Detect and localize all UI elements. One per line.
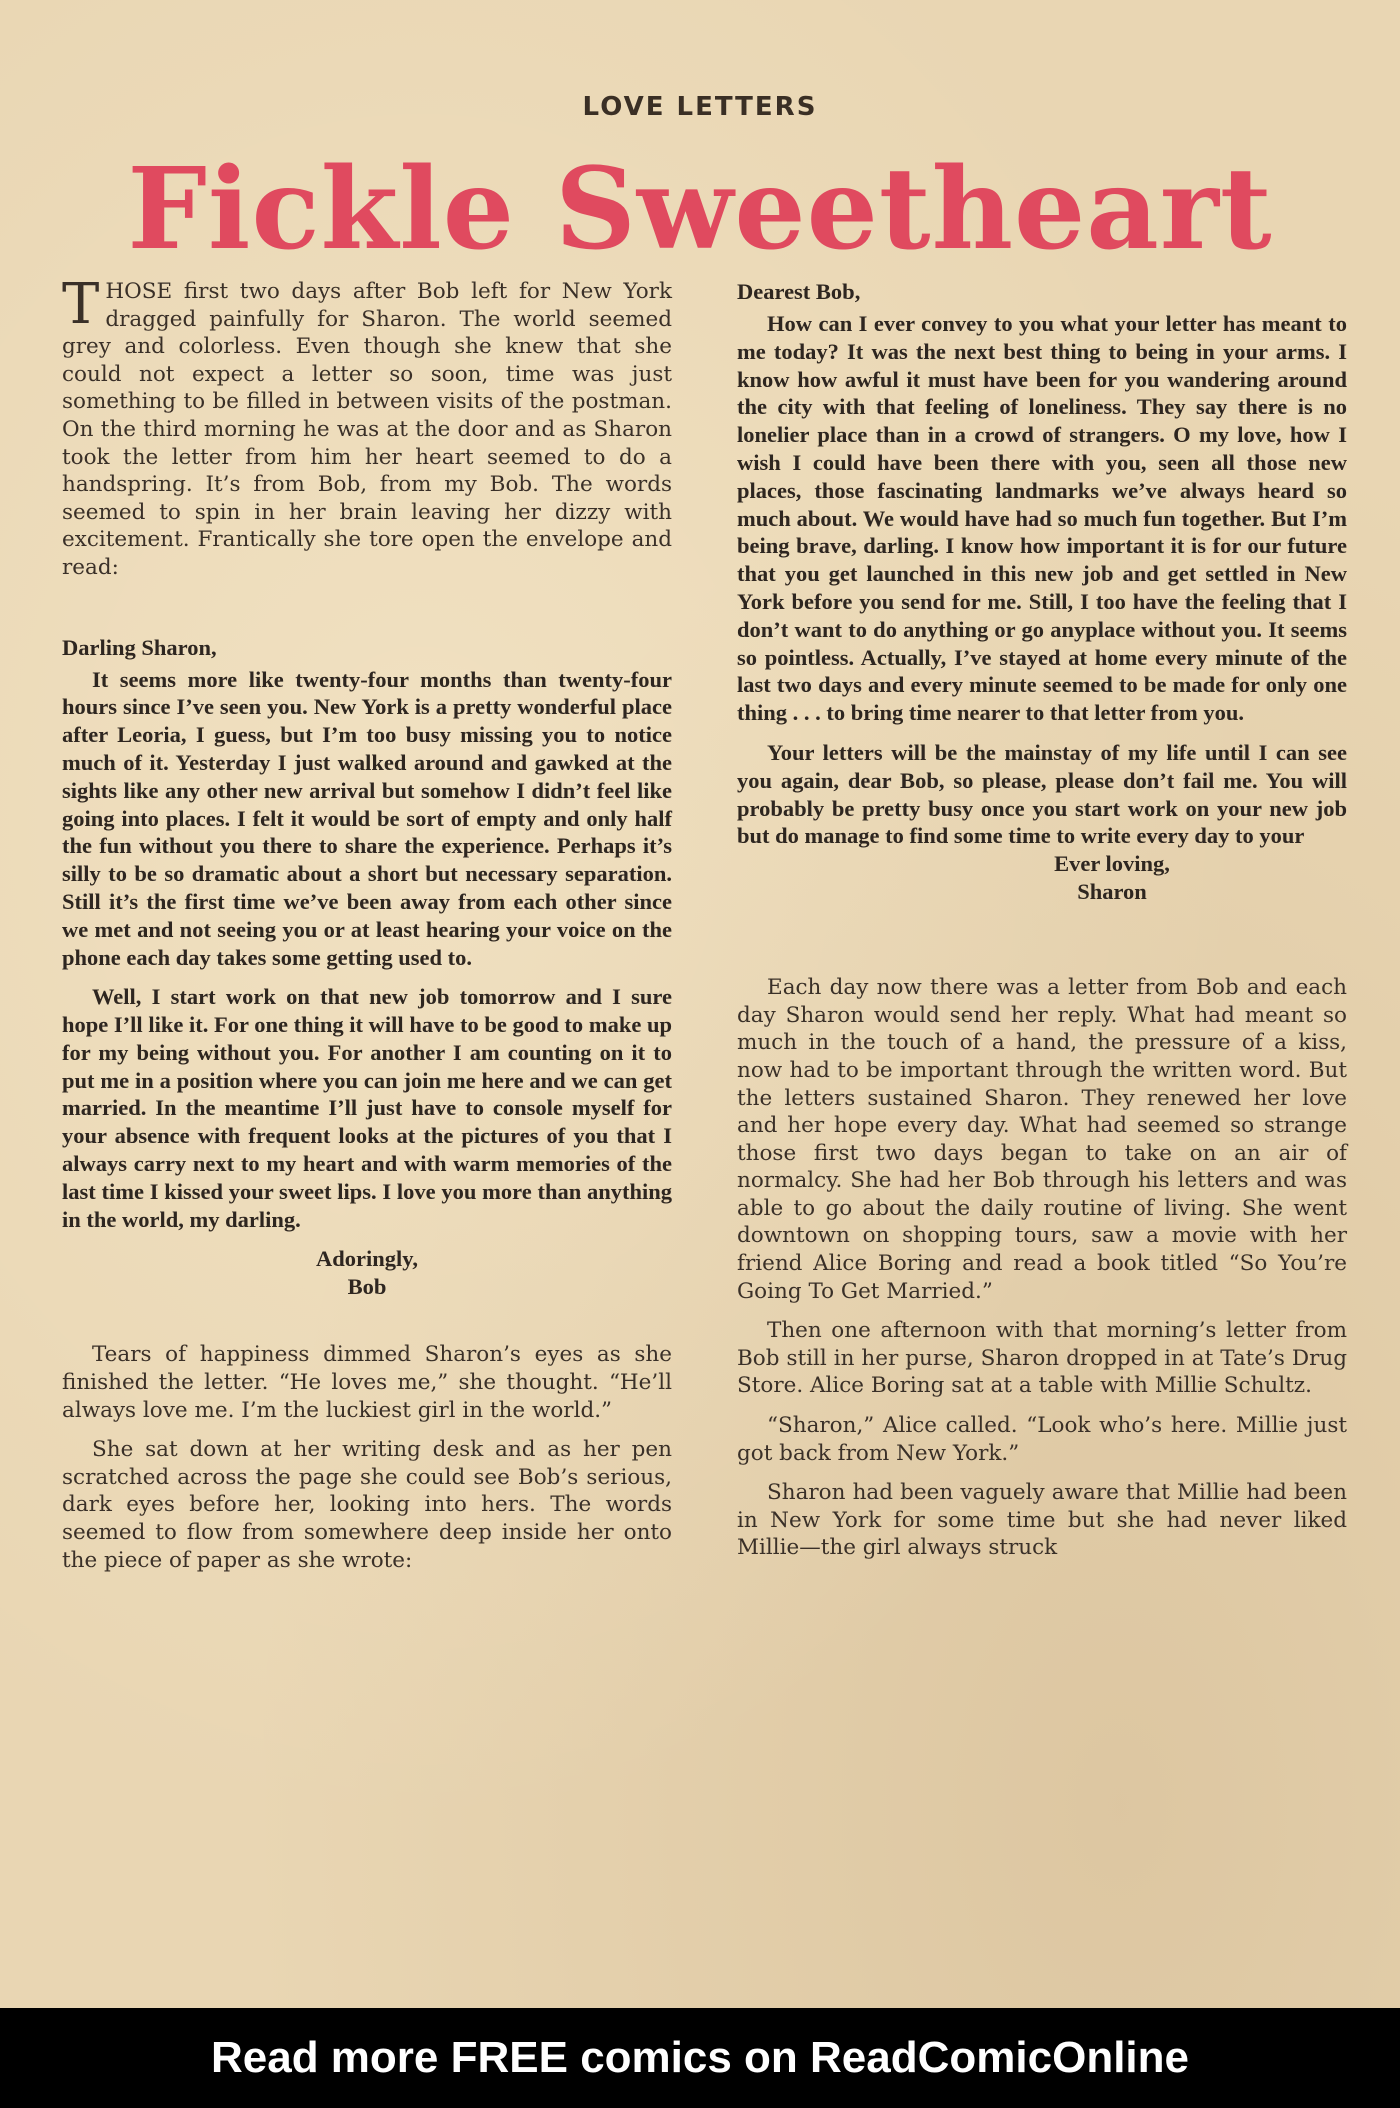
letter-salutation-sharon: Dearest Bob, xyxy=(737,279,861,304)
promo-banner: Read more FREE comics on ReadComicOnline xyxy=(0,2008,1400,2108)
letter-salutation-bob: Darling Sharon, xyxy=(62,634,217,660)
sharon-letter-signature: Sharon xyxy=(1077,879,1147,905)
right-column xyxy=(737,278,1347,1574)
narration-paragraph-tears: Tears of happiness dimmed Sharon’s eyes as she finished the letter. “He loves me,” she thought. “He’ll always love me. I’m the luckiest girl in the world.” xyxy=(62,1342,672,1423)
drop-cap: T xyxy=(62,272,100,337)
sharon-letter-closing: Ever loving, xyxy=(1054,851,1170,877)
story-title: Fickle Sweetheart xyxy=(127,144,1273,275)
intro-text: HOSE first two days after Bob left for New York dragged painfully for Sharon. The world seemed grey and colorless. Even though she knew that she could not expect a letter so soon, time was just something to be filled in between visits of the postman. On the third morning he was at the door and as Sharon took the letter from him her heart seemed to do a handspring. It’s from Bob, from my Bob. The words seemed to spin in her brain leaving her dizzy with excitement. Frantically she tore open the envelope and read: xyxy=(62,279,672,580)
narration-paragraph-desk: She sat down at her writing desk and as her pen scratched across the page she could see Bob’s serious, dark eyes before her, looking into hers. The words seemed to flow from somewhere deep inside her onto the piece of paper as she wrote: xyxy=(62,1437,672,1573)
bob-letter-paragraph-1: It seems more like twenty-four months than twenty-four hours since I’ve seen you. New York is a pretty wonderful place after Leoria, I guess, but I’m too busy missing you to notice much of it. Yesterday I just walked around and gawked at the sights like any other new arrival but somehow I didn’t feel like going into places. I felt it would be sort of empty and only half the fun without you there to share the experience. Perhaps it’s silly to be so dramatic about a short but necessary separation. Still it’s the first time we’ve been away from each other since we met and not seeing you or at least hearing your voice on the phone each day takes some getting used to. xyxy=(62,666,672,970)
narration-paragraph-afternoon: Then one afternoon with that morning’s letter from Bob still in her purse, Sharon dropped in at Tate’s Drug Store. Alice Boring sat at a table with Millie Schultz. xyxy=(737,1318,1347,1399)
running-head: LOVE LETTERS xyxy=(582,92,818,122)
sharon-letter-paragraph-1: How can I ever convey to you what your letter has meant to me today? It was the next best thing to being in your arms. I know how awful it must have been for you wandering around the city with that feeling of loneliness. They say there is no lonelier place than in a crowd of strangers. O my love, how I wish I could have been there with you, seen all those new places, those fascinating landmarks we’ve always heard so much about. We would have had so much fun together. But I’m being brave, darling. I know how important it is for our future that you get launched in this new job and get settled in New York before you send for me. Still, I too have the feeling that I don’t want to do anything or go anyplace without you. It seems so pointless. Actually, I’ve stayed at home every minute of the last two days and every minute seemed to be made for only one thing . . . to bring time nearer to that letter from you. xyxy=(737,311,1347,726)
bob-letter-closing: Adoringly, xyxy=(316,1246,418,1272)
left-column xyxy=(62,272,672,1586)
narration-paragraph-alice: “Sharon,” Alice called. “Look who’s here. Millie just got back from New York.” xyxy=(737,1413,1347,1466)
sharon-letter-paragraph-2: Your letters will be the mainstay of my life until I can see you again, dear Bob, so please, please don’t fail me. You will probably be pretty busy once you start work on your new job but do manage to find some time to write every day to your xyxy=(737,739,1347,849)
narration-paragraph-millie: Sharon had been vaguely aware that Millie had been in New York for some time but she had never liked Millie—the girl always struck xyxy=(737,1480,1347,1561)
intro-paragraph xyxy=(62,272,672,582)
narration-paragraph-each-day: Each day now there was a letter from Bob and each day Sharon would send her reply. What had meant so much in the touch of a hand, the pressure of a kiss, now had to be important through the written word. But the letters sustained Sharon. They renewed her love and her hope every day. What had seemed so strange those first two days began to take on an air of normalcy. She had her Bob through his letters and was able to go about the daily routine of living. She went downtown on shopping tours, saw a movie with her friend Alice Boring and read a book titled “So You’re Going To Get Married.” xyxy=(737,975,1347,1304)
bob-letter-signature: Bob xyxy=(347,1274,387,1300)
bob-letter-paragraph-2: Well, I start work on that new job tomorrow and I sure hope I’ll like it. For one thing it will have to be good to make up for my being without you. For another I am counting on it to put me in a position where you can join me here and we can get married. In the meantime I’ll just have to console myself for your absence with frequent looks at the pictures of you that I always carry next to my heart and with warm memories of the last time I kissed your sweet lips. I love you more than anything in the world, my darling. xyxy=(62,984,672,1232)
